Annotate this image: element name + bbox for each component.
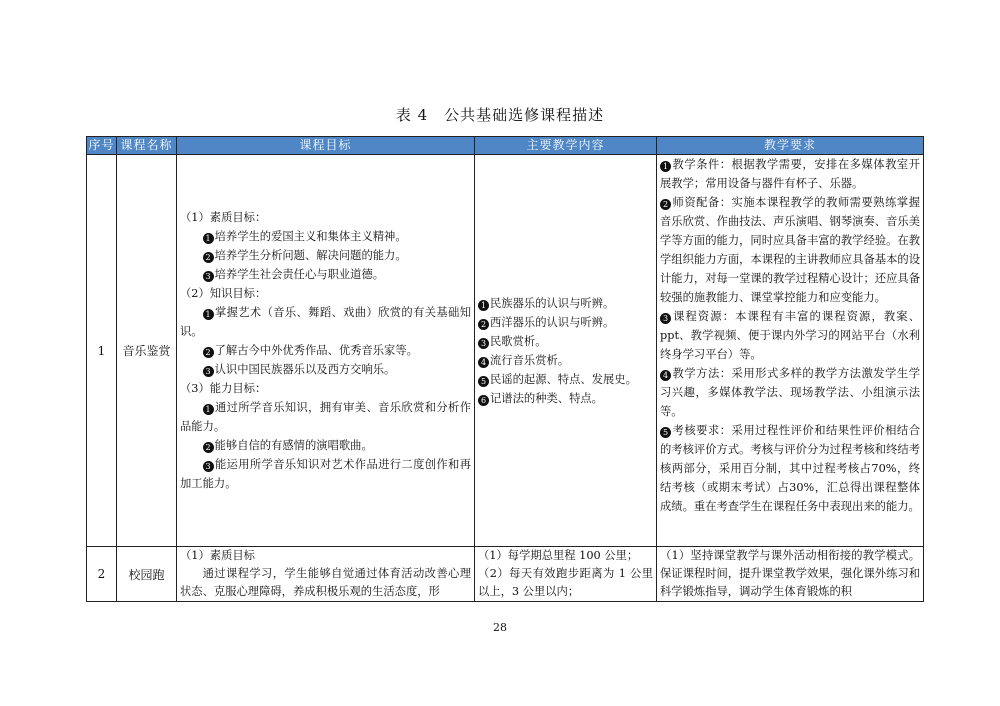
requirement-item: 5 考核要求：采用过程性评价和结果性评价相结合的考核评价方式。考核与评价分为过程考核和终结考核两部分，采用百分制，其中过程考核占70%，终结考核（或期末考试）占30%，汇总得出课程整体成绩。重在考查学生在课程任务中表现出来的能力。 — [660, 424, 920, 513]
circled-number-icon: 1 — [203, 404, 214, 415]
goal-item: 3 培养学生社会责任心与职业道德。 — [180, 265, 471, 284]
teaching-content-cell — [475, 547, 657, 602]
requirement-item: 3 课程资源：本课程有丰富的课程资源，教案、ppt、教学视频、便于课内外学习的网站平台（水利终身学习平台）等。 — [660, 310, 920, 361]
requirement-item: 2 师资配备：实施本课程教学的教师需要熟练掌握音乐欣赏、作曲技法、声乐演唱、钢琴演奏、音乐美学等方面的能力，同时应具备丰富的教学经验。在教学组织能力方面，本课程的主讲教师应具备基本的设计能力，对每一堂课的教学过程精心设计；还应具备较强的施教能力、课堂掌控能力和应变能力。 — [660, 196, 920, 304]
table-row — [87, 155, 924, 547]
circled-number-icon: 2 — [203, 252, 214, 263]
goal-heading: （1）素质目标： — [180, 211, 267, 224]
goal-item: 3 能运用所学音乐知识对艺术作品进行二度创作和再加工能力。 — [180, 458, 471, 490]
circled-number-icon: 1 — [478, 300, 489, 311]
circled-number-icon: 3 — [203, 461, 214, 472]
requirement-paragraph: （1）坚持课堂教学与课外活动相衔接的教学模式。保证课程时间，提升课堂教学效果，强化课外练习和科学锻炼指导，调动学生体育锻炼的积 — [660, 549, 920, 598]
course-goals-cell — [177, 547, 475, 602]
header-num: 序号 — [87, 137, 117, 155]
circled-number-icon: 5 — [478, 376, 489, 387]
course-goals-list — [177, 208, 474, 493]
teaching-requirements-cell — [657, 155, 924, 547]
circled-number-icon: 6 — [478, 395, 489, 406]
row-number: 1 — [87, 155, 117, 547]
circled-number-icon: 1 — [203, 309, 214, 320]
header-course-name: 课程名称 — [117, 137, 177, 155]
teaching-content-cell — [475, 155, 657, 547]
header-course-goals: 课程目标 — [177, 137, 475, 155]
circled-number-icon: 2 — [660, 199, 671, 210]
circled-number-icon: 4 — [660, 370, 671, 381]
circled-number-icon: 3 — [203, 271, 214, 282]
circled-number-icon: 2 — [203, 442, 214, 453]
course-table — [86, 136, 924, 602]
circled-number-icon: 4 — [478, 357, 489, 368]
goal-heading: （3）能力目标： — [180, 382, 267, 395]
page-number: 28 — [493, 621, 507, 634]
header-teaching-requirements: 教学要求 — [657, 137, 924, 155]
goal-item: 2 了解古今中外优秀作品、优秀音乐家等。 — [180, 341, 471, 360]
goal-heading: （2）知识目标： — [180, 287, 267, 300]
circled-number-icon: 3 — [478, 338, 489, 349]
content-item: 5 民谣的起源、特点、发展史。 — [478, 370, 653, 389]
teaching-requirements-cell — [657, 547, 924, 602]
circled-number-icon: 1 — [660, 161, 671, 172]
content-line: （2）每天有效跑步距离为 1 公里以上，3 公里以内； — [478, 567, 653, 598]
table-row — [87, 547, 924, 602]
circled-number-icon: 2 — [203, 347, 214, 358]
header-row — [87, 137, 924, 155]
content-item: 4 流行音乐赏析。 — [478, 351, 653, 370]
course-name: 音乐鉴赏 — [117, 155, 177, 547]
course-goals-cell — [177, 155, 475, 547]
content-item: 3 民歌赏析。 — [478, 332, 653, 351]
row-number: 2 — [87, 547, 117, 602]
goal-item: 1 掌握艺术（音乐、舞蹈、戏曲）欣赏的有关基础知识。 — [180, 306, 471, 338]
content-line: （1）每学期总里程 100 公里； — [478, 549, 639, 562]
goal-item: 2 能够自信的有感情的演唱歌曲。 — [180, 436, 471, 455]
goal-item: 3 认识中国民族器乐以及西方交响乐。 — [180, 360, 471, 379]
circled-number-icon: 2 — [478, 319, 489, 330]
circled-number-icon: 1 — [203, 233, 214, 244]
content-item: 1 民族器乐的认识与听辨。 — [478, 294, 653, 313]
requirement-item: 4 教学方法：采用形式多样的教学方法激发学生学习兴趣，多媒体教学法、现场教学法、小组演示法等。 — [660, 367, 920, 418]
goal-item: 1 通过所学音乐知识，拥有审美、音乐欣赏和分析作品能力。 — [180, 401, 471, 433]
goal-heading: （1）素质目标 — [180, 549, 255, 562]
teaching-content-list — [475, 294, 656, 408]
circled-number-icon: 5 — [660, 427, 671, 438]
goal-item: 1 培养学生的爱国主义和集体主义精神。 — [180, 227, 471, 246]
header-teaching-content: 主要教学内容 — [475, 137, 657, 155]
content-item: 6 记谱法的种类、特点。 — [478, 389, 653, 408]
goal-paragraph: 通过课程学习，学生能够自觉通过体育活动改善心理状态、克服心理障碍，养成积极乐观的生活态度，形 — [180, 567, 471, 598]
requirement-item: 1 教学条件：根据教学需要，安排在多媒体教室开展教学；常用设备与器件有杯子、乐器。 — [660, 158, 920, 190]
table-title: 表 4 公共基础选修课程描述 — [395, 106, 605, 124]
teaching-requirements-list — [657, 155, 923, 516]
content-item: 2 西洋器乐的认识与听辨。 — [478, 313, 653, 332]
circled-number-icon: 3 — [660, 313, 671, 324]
circled-number-icon: 3 — [203, 366, 214, 377]
course-name: 校园跑 — [117, 547, 177, 602]
goal-item: 2 培养学生分析问题、解决问题的能力。 — [180, 246, 471, 265]
